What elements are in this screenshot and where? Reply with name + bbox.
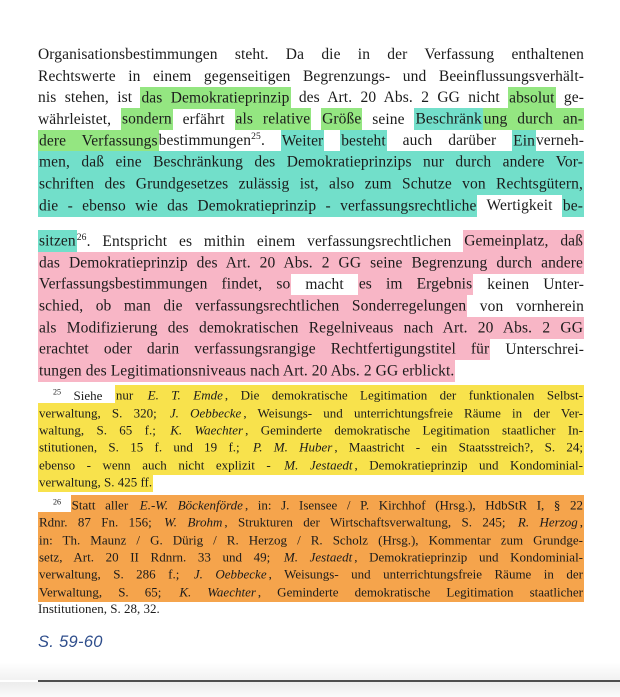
highlight-orange: setz, Art. 20 II Rdnrn. 33 und 49;	[38, 547, 283, 567]
highlight-pink: schied, ob man die verfassungsrechtlichen Sonderregelungen	[38, 295, 467, 317]
text-line	[38, 339, 584, 361]
bottom-strip	[0, 682, 620, 697]
highlight-green: Größe	[321, 108, 362, 130]
highlight-yellow: , Weisungs- und unterrichtungsfreie Räume in der Ver-	[242, 403, 584, 423]
highlight-teal: die - ebenso wie das Demokratieprinzip - verfassungsrechtliche	[38, 195, 477, 217]
page-ref-label: S. 59-60	[38, 632, 103, 651]
highlight-yellow: , Die demokratische Legitimation der funktionalen Selbst-	[224, 385, 584, 405]
highlight-orange: J. Oebbecke	[193, 564, 268, 584]
text-segment: erfährt	[172, 110, 235, 128]
highlight-teal: men, daß eine Beschränkung des Demokratieprinzips nur durch andere Vor-	[38, 151, 584, 173]
highlight-green: dere Verfassungs	[38, 130, 159, 152]
text-segment: Organisationsbestimmungen steht. Da die in der Verfassung enthaltenen	[38, 46, 584, 63]
highlight-teal: besteht	[340, 130, 387, 152]
highlight-yellow: waltung, S. 65 f.;	[38, 420, 169, 440]
text-line	[38, 66, 584, 88]
text-line	[38, 109, 584, 131]
text-segment: .	[260, 132, 281, 150]
text-segment	[311, 111, 321, 128]
highlight-orange: , in: J. Isensee / P. Kirchhof (Hrsg.), HdbStR I, § 22	[244, 495, 584, 515]
text-line	[38, 274, 584, 296]
footnote-26	[38, 497, 584, 618]
highlight-orange: K. Waechter	[178, 582, 257, 602]
text-segment: Unterschrei-	[490, 340, 584, 358]
text-line	[38, 360, 584, 382]
text-line	[38, 439, 584, 456]
highlight-orange: W. Brohm	[163, 512, 223, 532]
text-line	[38, 531, 584, 548]
highlight-orange: , Strukturen der Wirtschaftsverwaltung, S. 245;	[223, 512, 517, 532]
text-segment: Rechtswerte in einem gegenseitigen Begrenzungs- und Beeinflussungsverhält-	[38, 67, 584, 85]
text-line	[38, 195, 584, 217]
text-line	[38, 387, 584, 404]
highlight-yellow: , Demokratieprinzip und Kondominial-	[353, 455, 584, 475]
text-segment	[324, 132, 340, 149]
highlight-green: sondern	[121, 108, 173, 130]
text-line	[38, 296, 584, 318]
highlight-orange: , Geminderte demokratische Legitimation staatlicher	[257, 582, 584, 602]
text-line	[38, 44, 584, 66]
highlight-yellow: P. M. Huber	[252, 437, 333, 457]
text-line	[38, 317, 584, 339]
highlight-yellow: J. Oebbecke	[169, 403, 242, 423]
text-segment: Wertigkeit	[477, 197, 562, 215]
highlight-yellow: verwaltung, S. 425 ff.	[38, 472, 153, 492]
text-line	[38, 252, 584, 274]
text-segment: Siehe	[61, 387, 115, 403]
highlight-yellow: nur	[115, 385, 147, 405]
highlight-pink: Verfassungsbestimmungen findet, so	[38, 273, 291, 295]
highlight-green: ung durch an-	[483, 108, 584, 130]
body-paragraph-2	[38, 231, 584, 382]
highlight-orange: , Demokratieprinzip und Kondominial-	[353, 547, 584, 567]
highlight-green: absolut	[508, 87, 555, 109]
footnote-marker: 25	[53, 387, 62, 397]
highlight-pink: erachtet oder darin verfassungsrangige Rechtfertigungstitel für	[38, 338, 490, 360]
highlight-pink: als Modifizierung des demokratischen Regelniveaus nach Art. 20 Abs. 2 GG	[38, 317, 584, 339]
text-line	[38, 514, 584, 531]
highlight-teal: Ein	[512, 130, 536, 152]
highlight-yellow: ebenso - wenn auch nicht explizit -	[38, 455, 283, 475]
text-line	[38, 456, 584, 473]
highlight-yellow: , Maastricht - ein Staatsstreich?, S. 24;	[333, 437, 584, 457]
highlight-teal: be-	[562, 195, 584, 217]
text-line	[38, 497, 584, 514]
text-line	[38, 152, 584, 174]
highlight-orange: Verwaltung, S. 65;	[38, 582, 178, 602]
footnote-25	[38, 387, 584, 491]
text-line	[38, 600, 584, 617]
highlight-orange: ,	[579, 512, 584, 532]
text-line	[38, 566, 584, 583]
highlight-orange: , Weisungs- und unterrichtungsfreie Räume in der	[268, 564, 584, 584]
text-segment: nis stehen, ist	[38, 89, 141, 107]
highlight-orange: E.-W. Böckenförde	[139, 495, 244, 515]
text-segment: keinen Unter-	[473, 275, 585, 293]
text-segment: Institutionen, S. 28, 32.	[38, 601, 160, 617]
highlight-green: das Demokratieprinzip	[140, 87, 290, 109]
text-line	[38, 404, 584, 421]
text-segment: seine	[362, 110, 415, 128]
text-segment: ge-	[555, 89, 584, 107]
highlight-yellow: verwaltung, S. 320;	[38, 403, 169, 423]
text-segment: auch darüber	[386, 132, 513, 150]
highlight-orange: verwaltung, S. 286 f.;	[38, 564, 193, 584]
highlight-orange: Rdnr. 87 Fn. 156;	[38, 512, 163, 532]
highlight-teal: schriften des Grundgesetzes zulässig ist, also zum Schutze von Rechtsgütern,	[38, 173, 584, 195]
text-line	[38, 583, 584, 600]
text-segment	[61, 498, 71, 513]
highlight-orange: in: Th. Maunz / G. Dürig / R. Herzog / R. Scholz (Hrsg.), Kommentar zum Grundge-	[38, 530, 584, 550]
footnote-marker: 25	[251, 131, 261, 143]
text-line	[38, 231, 584, 253]
page-edge-shadow	[0, 662, 620, 680]
highlight-teal: Weiter	[281, 130, 325, 152]
text-line	[38, 422, 584, 439]
highlight-pink: das Demokratieprinzip des Art. 20 Abs. 2 GG seine Begrenzung durch andere	[38, 252, 584, 274]
text-segment: währleistet,	[38, 110, 121, 128]
highlight-yellow: E. T. Emde	[147, 385, 224, 405]
text-line	[38, 473, 584, 490]
highlight-orange: Statt aller	[71, 495, 139, 515]
highlight-teal: sitzen	[38, 230, 77, 252]
text-line	[38, 87, 584, 109]
text-segment: bestimmungen	[158, 132, 252, 150]
highlight-yellow: K. Waechter	[169, 420, 244, 440]
body-paragraph-1	[38, 44, 584, 217]
highlight-yellow: stitutionen, S. 15 f. und 19 f.;	[38, 437, 252, 457]
text-line	[38, 130, 584, 152]
text-line	[38, 549, 584, 566]
text-segment: . Entspricht es mithin einem verfassungsrechtlichen	[86, 232, 464, 250]
highlight-yellow: , Geminderte demokratische Legitimation staatlicher In-	[244, 420, 584, 440]
highlight-green: als relative	[235, 108, 312, 130]
footnote-marker: 26	[76, 231, 87, 243]
highlight-pink: es im Ergebnis	[358, 273, 473, 295]
footnote-marker: 26	[53, 497, 62, 507]
highlight-teal: Beschränk	[414, 108, 482, 130]
text-segment: des Art. 20 Abs. 2 GG nicht	[290, 89, 509, 107]
highlight-orange: M. Jestaedt	[283, 547, 353, 567]
text-segment: verneh-	[535, 132, 584, 150]
highlight-pink: Gemeinplatz, daß	[463, 230, 584, 252]
highlight-yellow: M. Jestaedt	[283, 455, 353, 475]
highlight-orange: R. Herzog	[517, 512, 579, 532]
text-line	[38, 174, 584, 196]
text-segment: macht	[291, 275, 358, 293]
text-segment: von vornherein	[467, 297, 585, 315]
highlight-pink: tungen des Legitimationsniveaus nach Art. 20 Abs. 2 GG erblickt.	[38, 360, 455, 382]
